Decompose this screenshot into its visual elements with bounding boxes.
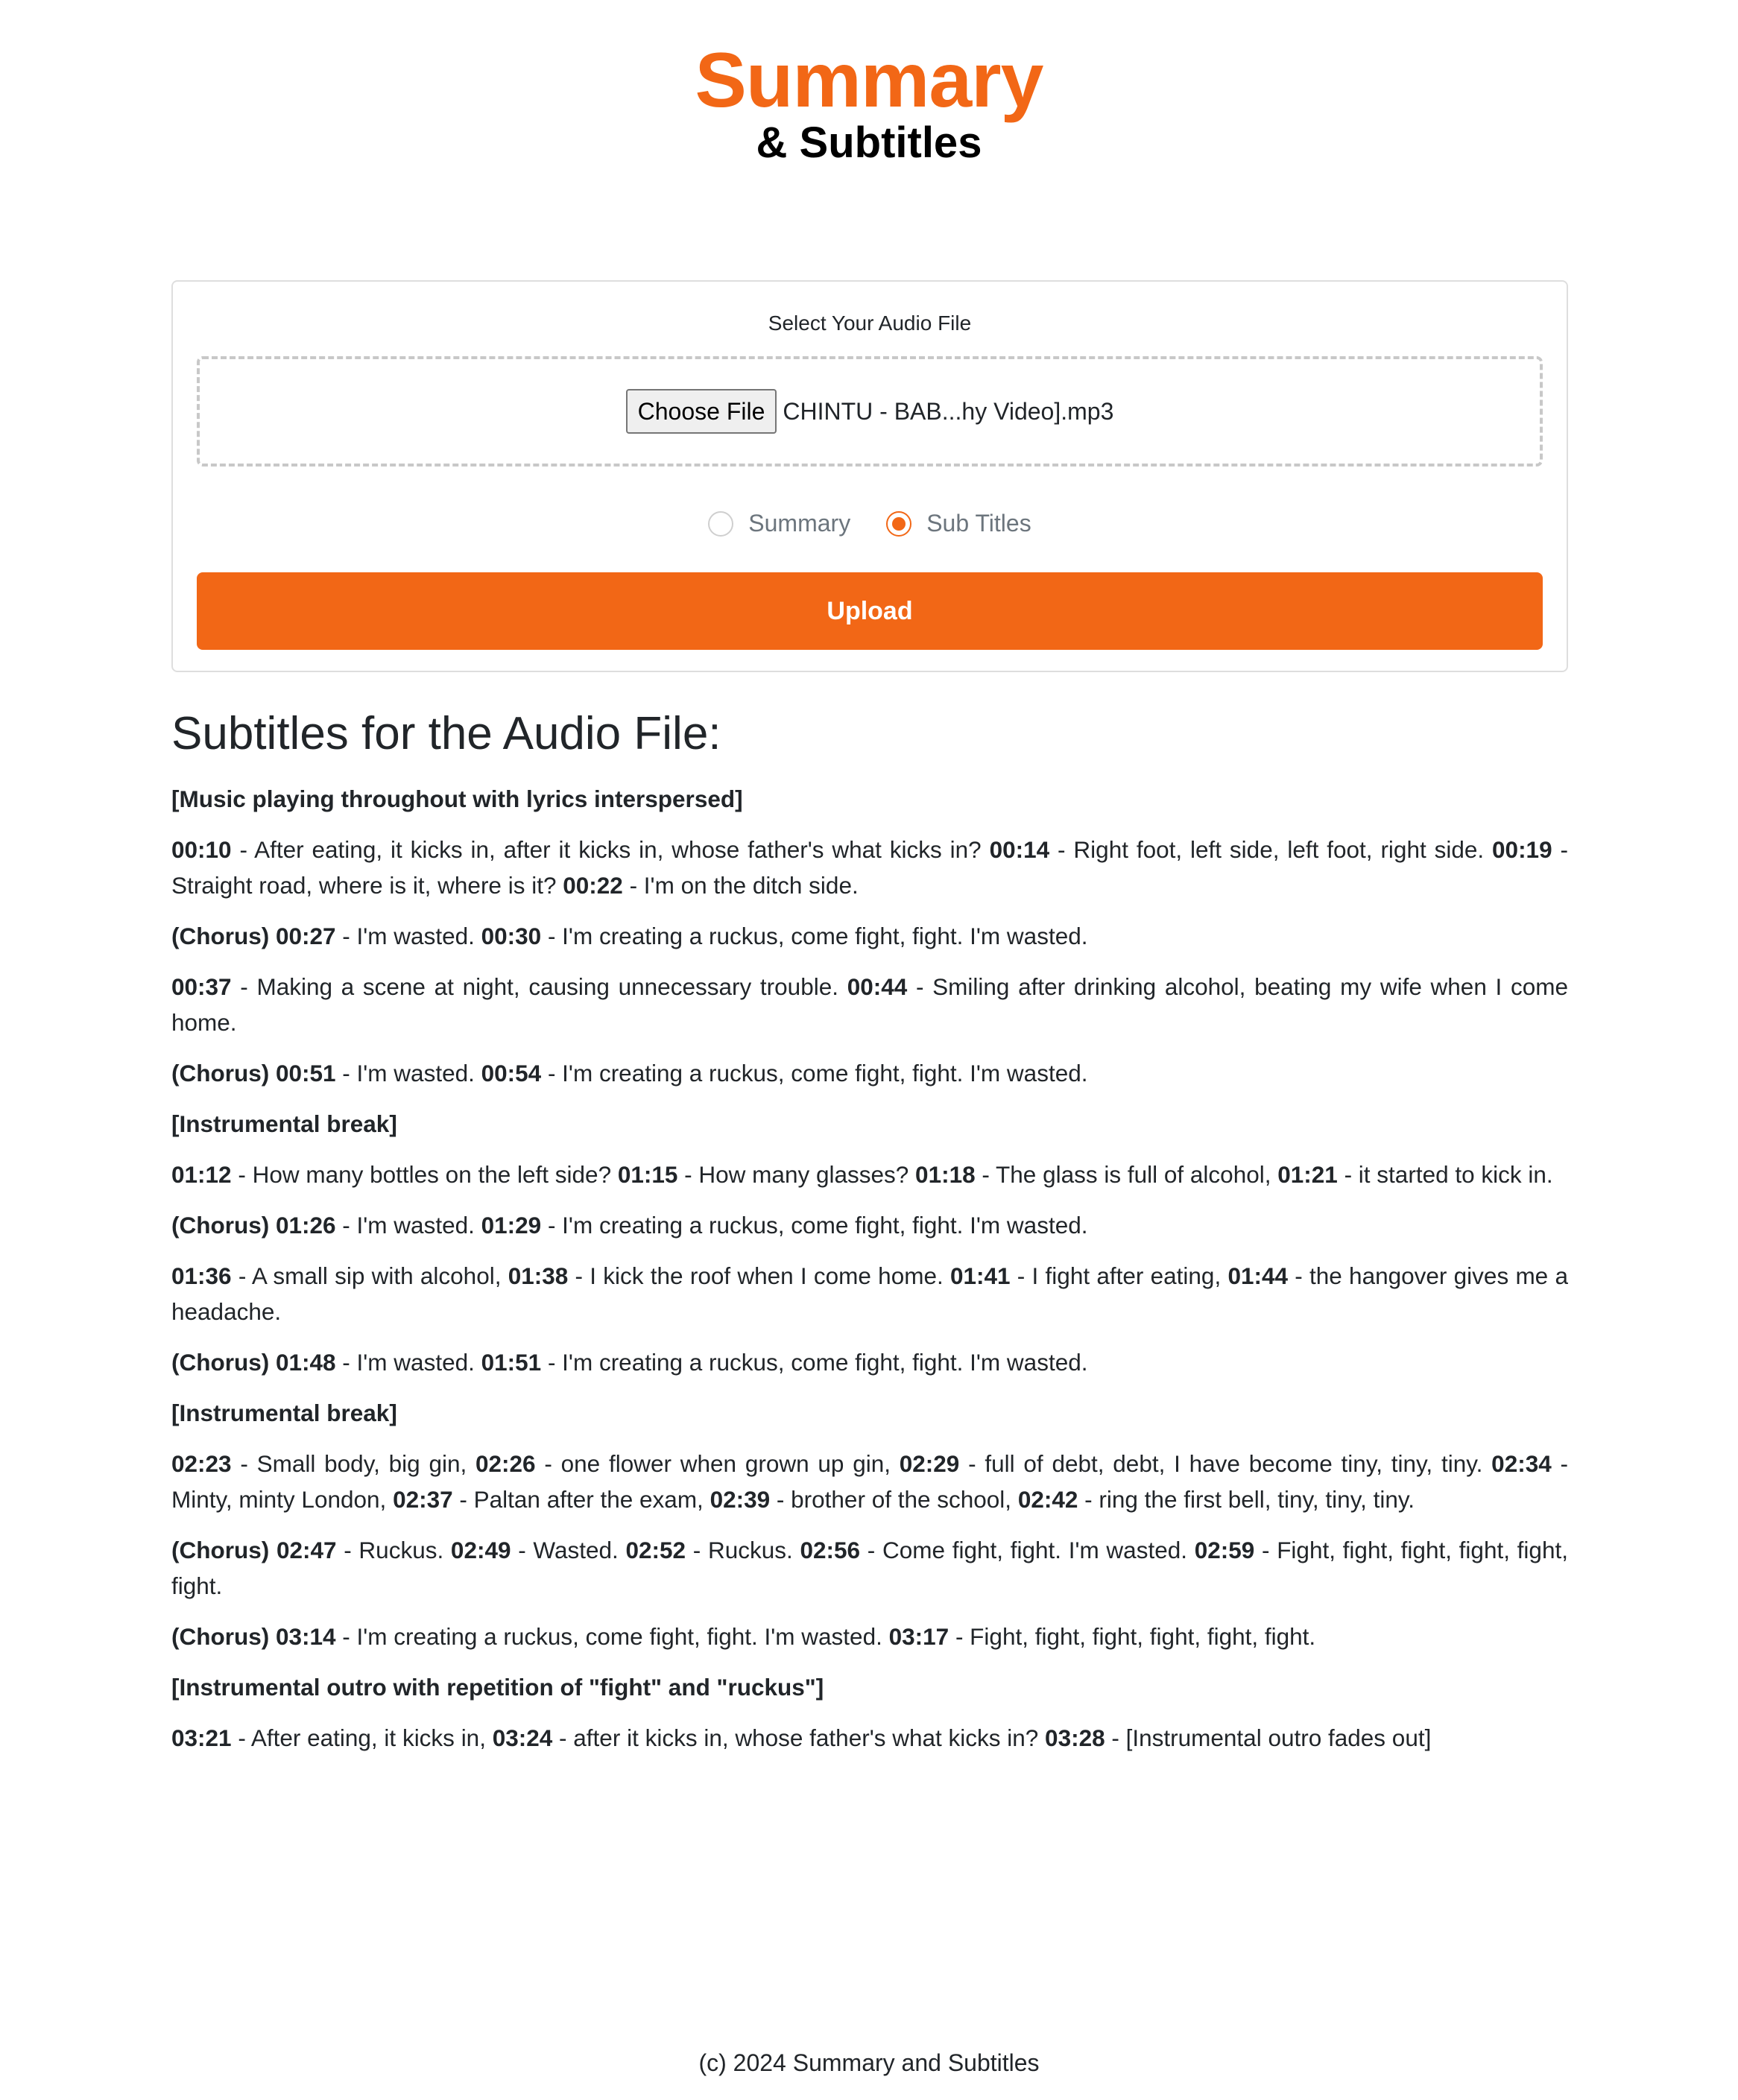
timestamp: [Instrumental break] xyxy=(171,1400,397,1426)
timestamp: 00:37 xyxy=(171,973,232,1000)
timestamp: 00:19 xyxy=(1492,836,1552,863)
timestamp: [Instrumental break] xyxy=(171,1110,397,1137)
subtitle-text: - Fight, fight, fight, fight, fight, fight. xyxy=(949,1623,1316,1650)
timestamp: 00:10 xyxy=(171,836,232,863)
subtitle-text: - full of debt, debt, I have become tiny, tiny, tiny. xyxy=(959,1450,1492,1477)
subtitle-text: - the hangover gives me a headache. xyxy=(171,1262,1568,1325)
timestamp: 03:24 xyxy=(492,1724,553,1751)
timestamp: 02:39 xyxy=(710,1486,771,1513)
timestamp: (Chorus) 01:26 xyxy=(171,1212,336,1239)
subtitle-text: - After eating, it kicks in, after it kicks in, whose father's what kicks in? xyxy=(231,836,990,863)
mode-radio-group xyxy=(173,510,1567,537)
timestamp: [Instrumental outro with repetition of "fight" and "ruckus"] xyxy=(171,1674,824,1701)
subtitle-paragraph xyxy=(171,1344,1568,1380)
subtitle-text: - I fight after eating, xyxy=(1010,1262,1228,1289)
subtitle-text: - I'm creating a ruckus, come fight, fight. I'm wasted. xyxy=(541,1212,1088,1239)
logo-subtitle: & Subtitles xyxy=(756,118,982,167)
subtitle-text: - I'm creating a ruckus, come fight, fight. I'm wasted. xyxy=(541,923,1088,949)
timestamp: 01:29 xyxy=(481,1212,542,1239)
timestamp: (Chorus) 02:47 xyxy=(171,1537,337,1563)
timestamp: 01:21 xyxy=(1277,1161,1338,1188)
summary-radio-label[interactable]: Summary xyxy=(748,510,851,537)
timestamp: 02:42 xyxy=(1017,1486,1078,1513)
footer: (c) 2024 Summary and Subtitles xyxy=(698,2049,1040,2076)
timestamp: 01:15 xyxy=(617,1161,678,1188)
timestamp: [Music playing throughout with lyrics interspersed] xyxy=(171,785,743,812)
subtitle-paragraph xyxy=(171,1157,1568,1192)
summary-radio[interactable] xyxy=(708,511,733,537)
subtitle-text: - How many bottles on the left side? xyxy=(231,1161,618,1188)
subtitle-text: - I'm wasted. xyxy=(335,1349,481,1376)
timestamp: 02:59 xyxy=(1194,1537,1255,1563)
subtitle-text: - one flower when grown up gin, xyxy=(535,1450,900,1477)
file-select-label: Select Your Audio File xyxy=(768,311,972,335)
subtitle-text: - I'm creating a ruckus, come fight, fight. I'm wasted. xyxy=(541,1060,1088,1087)
subtitle-text: - Minty, minty London, xyxy=(171,1450,1569,1513)
result-title: Subtitles for the Audio File: xyxy=(171,708,721,759)
timestamp: 03:17 xyxy=(888,1623,949,1650)
timestamp: 01:44 xyxy=(1227,1262,1289,1289)
subtitle-paragraph xyxy=(171,1532,1568,1604)
timestamp: 02:26 xyxy=(475,1450,536,1477)
subtitle-paragraph xyxy=(171,1669,1568,1705)
timestamp: 01:41 xyxy=(949,1262,1011,1289)
subtitle-paragraph xyxy=(171,1720,1568,1756)
timestamp: (Chorus) 00:27 xyxy=(171,923,336,949)
subtitle-paragraph xyxy=(171,781,1568,817)
radio-option-subtitles[interactable] xyxy=(886,510,1031,537)
subtitle-text: - How many glasses? xyxy=(677,1161,916,1188)
timestamp: 00:30 xyxy=(481,923,542,949)
subtitle-paragraph xyxy=(171,1055,1568,1091)
subtitle-text: - brother of the school, xyxy=(770,1486,1018,1513)
timestamp: 00:44 xyxy=(847,973,908,1000)
timestamp: 01:18 xyxy=(915,1161,976,1188)
subtitle-paragraph xyxy=(171,1106,1568,1142)
timestamp: 00:54 xyxy=(481,1060,542,1087)
subtitle-text: - A small sip with alcohol, xyxy=(231,1262,508,1289)
subtitle-text: - The glass is full of alcohol, xyxy=(975,1161,1278,1188)
subtitle-text: - I'm creating a ruckus, come fight, fight. I'm wasted. xyxy=(541,1349,1088,1376)
timestamp: 00:22 xyxy=(563,872,623,899)
radio-option-summary[interactable] xyxy=(708,510,850,537)
subtitle-paragraph xyxy=(171,918,1568,954)
subtitles-radio[interactable] xyxy=(886,511,911,537)
timestamp: (Chorus) 03:14 xyxy=(171,1623,336,1650)
subtitle-paragraph xyxy=(171,1258,1568,1329)
subtitle-paragraph xyxy=(171,1619,1568,1654)
subtitle-paragraphs xyxy=(171,781,1568,1756)
timestamp: (Chorus) 00:51 xyxy=(171,1060,336,1087)
timestamp: 01:38 xyxy=(508,1262,569,1289)
subtitle-text: - Ruckus. xyxy=(336,1537,451,1563)
upload-button[interactable]: Upload xyxy=(197,572,1543,650)
timestamp: 00:14 xyxy=(989,836,1050,863)
subtitle-paragraph xyxy=(171,1207,1568,1243)
timestamp: (Chorus) 01:48 xyxy=(171,1349,336,1376)
subtitle-text: - Small body, big gin, xyxy=(231,1450,476,1477)
timestamp: 02:49 xyxy=(450,1537,511,1563)
subtitle-paragraph xyxy=(171,969,1568,1040)
timestamp: 02:34 xyxy=(1491,1450,1552,1477)
subtitle-text: - After eating, it kicks in, xyxy=(231,1724,493,1751)
subtitle-text: - I'm creating a ruckus, come fight, fight. I'm wasted. xyxy=(335,1623,889,1650)
selected-file-name: CHINTU - BAB...hy Video].mp3 xyxy=(783,397,1114,425)
timestamp: 02:56 xyxy=(800,1537,861,1563)
subtitle-text: - Wasted. xyxy=(511,1537,626,1563)
subtitle-text: - I'm wasted. xyxy=(335,923,481,949)
timestamp: 01:36 xyxy=(171,1262,232,1289)
subtitle-text: - ring the first bell, tiny, tiny, tiny. xyxy=(1078,1486,1415,1513)
subtitle-text: - it started to kick in. xyxy=(1337,1161,1553,1188)
timestamp: 02:29 xyxy=(899,1450,960,1477)
subtitle-text: - I kick the roof when I come home. xyxy=(568,1262,950,1289)
timestamp: 01:51 xyxy=(481,1349,542,1376)
timestamp: 02:23 xyxy=(171,1450,232,1477)
subtitle-text: - Ruckus. xyxy=(686,1537,800,1563)
subtitle-text: - I'm wasted. xyxy=(335,1060,481,1087)
subtitle-paragraph xyxy=(171,1446,1568,1517)
timestamp: 03:21 xyxy=(171,1724,232,1751)
subtitle-text: - Come fight, fight. I'm wasted. xyxy=(860,1537,1195,1563)
subtitle-paragraph xyxy=(171,1395,1568,1431)
subtitle-text: - Smiling after drinking alcohol, beating my wife when I come home. xyxy=(171,973,1568,1036)
subtitle-text: - Right foot, left side, left foot, right side. xyxy=(1049,836,1493,863)
logo xyxy=(0,36,1738,165)
timestamp: 02:52 xyxy=(625,1537,686,1563)
subtitle-text: - Straight road, where is it, where is it? xyxy=(171,836,1568,899)
timestamp: 03:28 xyxy=(1045,1724,1105,1751)
upload-card xyxy=(171,280,1568,672)
choose-file-button[interactable]: Choose File xyxy=(626,389,777,434)
subtitle-text: - after it kicks in, whose father's what kicks in? xyxy=(552,1724,1046,1751)
file-dropzone[interactable] xyxy=(197,356,1543,467)
subtitle-text: - Making a scene at night, causing unnecessary trouble. xyxy=(231,973,847,1000)
timestamp: 01:12 xyxy=(171,1161,232,1188)
subtitle-paragraph xyxy=(171,832,1568,903)
subtitles-result xyxy=(171,700,1568,1756)
timestamp: 02:37 xyxy=(393,1486,453,1513)
subtitle-text: - [Instrumental outro fades out] xyxy=(1105,1724,1432,1751)
subtitle-text: - Paltan after the exam, xyxy=(452,1486,710,1513)
subtitles-radio-label[interactable]: Sub Titles xyxy=(926,510,1031,537)
subtitle-text: - I'm wasted. xyxy=(335,1212,481,1239)
subtitle-text: - I'm on the ditch side. xyxy=(622,872,859,899)
subtitle-text: - Fight, fight, fight, fight, fight, fight. xyxy=(171,1537,1568,1599)
logo-title: Summary xyxy=(695,37,1043,124)
